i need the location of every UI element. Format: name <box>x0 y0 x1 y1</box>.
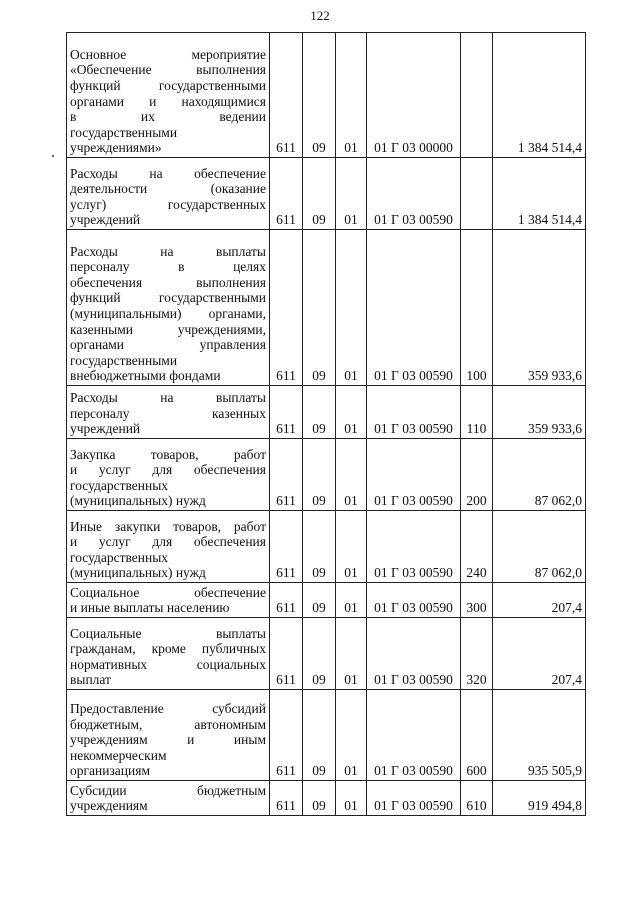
target-article-code: 01 Г 03 00590 <box>367 158 461 230</box>
subsection-code: 01 <box>336 583 367 618</box>
description-line: услуг) государственных <box>70 196 266 212</box>
target-article-code: 01 Г 03 00590 <box>367 781 461 816</box>
amount: 87 062,0 <box>493 439 586 511</box>
section-code: 09 <box>303 583 336 618</box>
description-line: деятельности (оказание <box>70 181 266 197</box>
ministry-code: 611 <box>270 158 303 230</box>
description-line: Расходы на обеспечение <box>70 165 266 181</box>
description-line: (муниципальных) нужд <box>70 493 206 509</box>
amount: 359 933,6 <box>493 230 586 386</box>
description-line: Расходы на выплаты <box>70 243 266 259</box>
row-description <box>67 439 270 511</box>
ministry-code: 611 <box>270 618 303 690</box>
table-row <box>67 690 586 781</box>
subsection-code: 01 <box>336 33 367 158</box>
page-number: 122 <box>310 8 330 23</box>
table-row <box>67 511 586 583</box>
expense-kind-code: 200 <box>461 439 493 511</box>
section-code: 09 <box>303 158 336 230</box>
expense-kind-code: 600 <box>461 690 493 781</box>
row-description <box>67 386 270 439</box>
table-row <box>67 230 586 386</box>
amount: 1 384 514,4 <box>493 33 586 158</box>
amount: 207,4 <box>493 583 586 618</box>
amount: 207,4 <box>493 618 586 690</box>
ministry-code: 611 <box>270 439 303 511</box>
description-line: внебюджетными фондами <box>70 368 221 384</box>
description-line: Предоставление субсидий <box>70 701 266 717</box>
description-line: государственных <box>70 549 169 565</box>
description-line: Расходы на выплаты <box>70 390 266 406</box>
expense-kind-code: 300 <box>461 583 493 618</box>
subsection-code: 01 <box>336 511 367 583</box>
subsection-code: 01 <box>336 781 367 816</box>
description-line: казенными учреждениями, <box>70 321 266 337</box>
description-line: (муниципальных) нужд <box>70 565 206 581</box>
subsection-code: 01 <box>336 230 367 386</box>
table-row <box>67 158 586 230</box>
description-line: учреждениям и иным <box>70 732 266 748</box>
description-line: функций государственными <box>70 290 266 306</box>
row-description <box>67 618 270 690</box>
table-row <box>67 386 586 439</box>
expense-kind-code: 110 <box>461 386 493 439</box>
description-line: государственными <box>70 352 178 368</box>
target-article-code: 01 Г 03 00590 <box>367 230 461 386</box>
description-line: государственными <box>70 124 178 140</box>
description-line: учреждениям <box>70 798 148 814</box>
expense-kind-code: 320 <box>461 618 493 690</box>
description-line: выплат <box>70 672 111 688</box>
description-line: Субсидии бюджетным <box>70 782 266 798</box>
description-line: в их ведении <box>70 109 266 125</box>
row-description <box>67 230 270 386</box>
section-code: 09 <box>303 230 336 386</box>
description-line: Социальные выплаты <box>70 625 266 641</box>
description-line: учреждениями» <box>70 140 162 156</box>
target-article-code: 01 Г 03 00590 <box>367 386 461 439</box>
description-line: Основное мероприятие <box>70 46 266 62</box>
row-description <box>67 511 270 583</box>
subsection-code: 01 <box>336 386 367 439</box>
subsection-code: 01 <box>336 690 367 781</box>
amount: 87 062,0 <box>493 511 586 583</box>
section-code: 09 <box>303 781 336 816</box>
table-row <box>67 33 586 158</box>
section-code: 09 <box>303 618 336 690</box>
description-line: персоналу в целях <box>70 259 266 275</box>
subsection-code: 01 <box>336 439 367 511</box>
expense-kind-code <box>461 33 493 158</box>
description-line: Иные закупки товаров, работ <box>70 518 266 534</box>
target-article-code: 01 Г 03 00590 <box>367 439 461 511</box>
section-code: 09 <box>303 439 336 511</box>
description-line: учреждений <box>70 212 141 228</box>
description-line: и иные выплаты населению <box>70 600 230 616</box>
description-line: учреждений <box>70 421 141 437</box>
ministry-code: 611 <box>270 230 303 386</box>
description-line: «Обеспечение выполнения <box>70 62 266 78</box>
table-row <box>67 439 586 511</box>
row-description <box>67 781 270 816</box>
description-line: функций государственными <box>70 78 266 94</box>
table-row <box>67 781 586 816</box>
ministry-code: 611 <box>270 511 303 583</box>
expense-kind-code: 610 <box>461 781 493 816</box>
amount: 919 494,8 <box>493 781 586 816</box>
subsection-code: 01 <box>336 618 367 690</box>
description-line: (муниципальными) органами, <box>70 306 266 322</box>
description-line: нормативных социальных <box>70 656 266 672</box>
margin-mark <box>52 155 54 157</box>
ministry-code: 611 <box>270 583 303 618</box>
target-article-code: 01 Г 03 00590 <box>367 690 461 781</box>
subsection-code: 01 <box>336 158 367 230</box>
row-description <box>67 33 270 158</box>
description-line: обеспечения выполнения <box>70 274 266 290</box>
description-line: органами и находящимися <box>70 93 266 109</box>
expense-kind-code: 240 <box>461 511 493 583</box>
target-article-code: 01 Г 03 00590 <box>367 511 461 583</box>
expense-kind-code <box>461 158 493 230</box>
ministry-code: 611 <box>270 690 303 781</box>
row-description <box>67 690 270 781</box>
target-article-code: 01 Г 03 00000 <box>367 33 461 158</box>
section-code: 09 <box>303 511 336 583</box>
target-article-code: 01 Г 03 00590 <box>367 618 461 690</box>
budget-table <box>66 32 586 816</box>
description-line: гражданам, кроме публичных <box>70 641 266 657</box>
table-row <box>67 583 586 618</box>
expense-kind-code: 100 <box>461 230 493 386</box>
ministry-code: 611 <box>270 33 303 158</box>
row-description <box>67 158 270 230</box>
section-code: 09 <box>303 386 336 439</box>
description-line: персоналу казенных <box>70 405 266 421</box>
description-line: некоммерческим <box>70 747 167 763</box>
table-row <box>67 618 586 690</box>
description-line: и услуг для обеспечения <box>70 462 266 478</box>
description-line: органами управления <box>70 337 266 353</box>
amount: 935 505,9 <box>493 690 586 781</box>
amount: 1 384 514,4 <box>493 158 586 230</box>
amount: 359 933,6 <box>493 386 586 439</box>
target-article-code: 01 Г 03 00590 <box>367 583 461 618</box>
description-line: Закупка товаров, работ <box>70 446 266 462</box>
ministry-code: 611 <box>270 386 303 439</box>
section-code: 09 <box>303 33 336 158</box>
description-line: организациям <box>70 763 151 779</box>
description-line: Социальное обеспечение <box>70 584 266 600</box>
description-line: и услуг для обеспечения <box>70 534 266 550</box>
ministry-code: 611 <box>270 781 303 816</box>
section-code: 09 <box>303 690 336 781</box>
description-line: бюджетным, автономным <box>70 716 266 732</box>
row-description <box>67 583 270 618</box>
description-line: государственных <box>70 477 169 493</box>
